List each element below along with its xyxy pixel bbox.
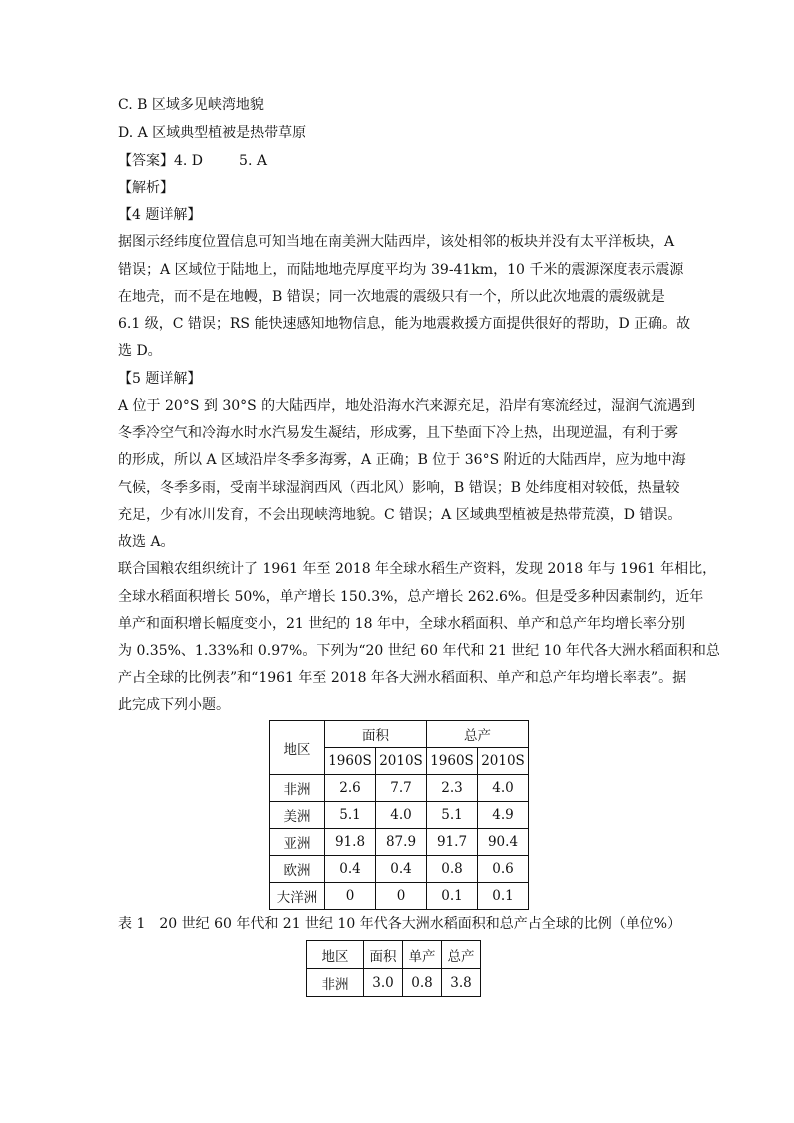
intro-line-2: 全球水稻面积增长 50%，单产增长 150.3%，总产增长 262.6%。但是受多种因素制约，近年	[118, 589, 704, 605]
option-d: D. A 区域典型植被是热带草原	[118, 125, 307, 141]
q5-text-line-4: 气候，冬季多雨，受南半球湿润西风（西北风）影响，B 错误；B 处纬度相对较低，热量较	[118, 480, 680, 496]
value-cell: 2.3	[427, 775, 478, 802]
value-cell: 5.1	[427, 802, 478, 829]
value-cell: 0.1	[478, 883, 529, 910]
q4-text-line-5: 选 D。	[118, 343, 162, 359]
q4-text-line-1: 据图示经纬度位置信息可知当地在南美洲大陆西岸，该处相邻的板块并没有太平洋板块，A	[118, 234, 675, 250]
value-cell: 0.1	[427, 883, 478, 910]
table-row	[270, 802, 529, 829]
value-cell: 0	[325, 883, 376, 910]
value-cell: 4.0	[376, 802, 427, 829]
q5-heading: 【5 题详解】	[118, 371, 202, 387]
value-cell: 0.8	[403, 969, 442, 997]
value-cell: 0.8	[427, 856, 478, 883]
intro-line-5: 产占全球的比例表”和“1961 年至 2018 年各大洲水稻面积、单产和总产年均增长率表”。据	[118, 670, 687, 686]
table-header-row	[270, 721, 529, 748]
region-cell: 非洲	[307, 969, 364, 997]
intro-line-3: 单产和面积增长幅度变小，21 世纪的 18 年中，全球水稻面积、单产和总产年均增长率分别	[118, 616, 685, 632]
region-cell: 大洋洲	[270, 883, 325, 910]
table-caption: 表 1 20 世纪 60 年代和 21 世纪 10 年代各大洲水稻面积和总产占全球的比例（单位%）	[118, 916, 682, 932]
header-cell: 总产	[442, 941, 481, 969]
header-region: 地区	[270, 721, 325, 775]
value-cell: 87.9	[376, 829, 427, 856]
option-c: C. B 区域多见峡湾地貌	[118, 97, 264, 113]
answer-second: 5. A	[239, 153, 267, 169]
header-total: 总产	[427, 721, 529, 748]
value-cell: 0.4	[325, 856, 376, 883]
intro-line-1: 联合国粮农组织统计了 1961 年至 2018 年全球水稻生产资料，发现 2018 年与 1961 年相比，	[118, 561, 717, 577]
value-cell: 0.4	[376, 856, 427, 883]
value-cell: 5.1	[325, 802, 376, 829]
value-cell: 2.6	[325, 775, 376, 802]
analysis-heading: 【解析】	[118, 180, 174, 196]
q5-text-line-6: 故选 A。	[118, 534, 175, 550]
subheader-cell: 1960S	[325, 748, 376, 775]
table-row	[270, 775, 529, 802]
q5-text-line-5: 充足，少有冰川发育，不会出现峡湾地貌。C 错误；A 区域典型植被是热带荒漠，D 错误。	[118, 507, 682, 523]
header-cell: 地区	[307, 941, 364, 969]
value-cell: 0	[376, 883, 427, 910]
table-row	[270, 829, 529, 856]
value-cell: 91.7	[427, 829, 478, 856]
q5-text-line-2: 冬季冷空气和冷海水时水汽易发生凝结，形成雾，且下垫面下冷上热，出现逆温，有利于雾	[118, 425, 678, 441]
table-row	[270, 856, 529, 883]
subheader-cell: 2010S	[376, 748, 427, 775]
q4-text-line-4: 6.1 级，C 错误；RS 能快速感知地物信息，能为地震救援方面提供很好的帮助，D 正确。故	[118, 316, 691, 332]
region-cell: 非洲	[270, 775, 325, 802]
intro-line-4: 为 0.35%、1.33%和 0.97%。下列为“20 世纪 60 年代和 21 世纪 10 年代各大洲水稻面积和总	[118, 643, 720, 659]
q4-heading: 【4 题详解】	[118, 207, 202, 223]
intro-line-6: 此完成下列小题。	[118, 697, 230, 713]
value-cell: 3.8	[442, 969, 481, 997]
value-cell: 4.0	[478, 775, 529, 802]
table-rice-share	[269, 720, 529, 910]
value-cell: 90.4	[478, 829, 529, 856]
region-cell: 美洲	[270, 802, 325, 829]
subheader-cell: 1960S	[427, 748, 478, 775]
q5-text-line-3: 的形成，所以 A 区域沿岸冬季多海雾，A 正确；B 位于 36°S 附近的大陆西岸，应为地中海	[118, 452, 686, 468]
q4-text-line-3: 在地壳，而不是在地幔，B 错误；同一次地震的震级只有一个，所以此次地震的震级就是	[118, 289, 665, 305]
answer-label: 【答案】4. D	[118, 153, 204, 169]
value-cell: 91.8	[325, 829, 376, 856]
table-row	[307, 969, 481, 997]
region-cell: 亚洲	[270, 829, 325, 856]
table-growth-rate	[306, 940, 481, 997]
table-header-row	[307, 941, 481, 969]
q5-text-line-1: A 位于 20°S 到 30°S 的大陆西岸，地处沿海水汽来源充足，沿岸有寒流经过，湿润气流遇到	[118, 398, 696, 414]
answer-line	[118, 151, 678, 171]
table-row	[270, 883, 529, 910]
q4-text-line-2: 错误；A 区域位于陆地上，而陆地地壳厚度平均为 39-41km，10 千米的震源深度表示震源	[118, 262, 684, 278]
value-cell: 7.7	[376, 775, 427, 802]
header-cell: 面积	[364, 941, 403, 969]
subheader-cell: 2010S	[478, 748, 529, 775]
header-area: 面积	[325, 721, 427, 748]
value-cell: 3.0	[364, 969, 403, 997]
value-cell: 4.9	[478, 802, 529, 829]
region-cell: 欧洲	[270, 856, 325, 883]
value-cell: 0.6	[478, 856, 529, 883]
header-cell: 单产	[403, 941, 442, 969]
